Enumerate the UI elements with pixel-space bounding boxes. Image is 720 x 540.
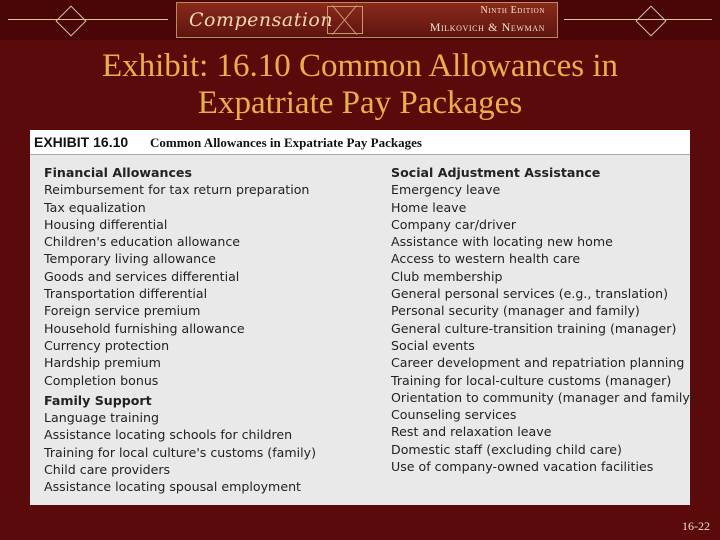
- list-item: Household furnishing allowance: [44, 320, 245, 336]
- list-item: Temporary living allowance: [44, 251, 216, 267]
- edition-label: Ninth Edition: [480, 5, 545, 16]
- exhibit-image: [30, 130, 695, 505]
- slide-title: [20, 48, 700, 122]
- list-item: Children's education allowance: [44, 234, 241, 250]
- list-item: Rest and relaxation leave: [391, 424, 552, 440]
- section-heading: Family Support: [44, 392, 152, 408]
- authors-label: Milkovich & Newman: [429, 20, 545, 34]
- diamond-ornament-icon: [55, 5, 86, 36]
- exhibit-header: [30, 130, 690, 155]
- banner-rule-left: [8, 19, 168, 20]
- list-item: Reimbursement for tax return preparation: [44, 182, 310, 198]
- list-item: Tax equalization: [44, 199, 146, 215]
- list-item: Training for local culture's customs (family): [44, 444, 317, 460]
- section-heading: Financial Allowances: [44, 165, 192, 180]
- list-item: Goods and services differential: [44, 268, 240, 284]
- list-item: Completion bonus: [44, 372, 159, 388]
- list-item: Personal security (manager and family): [391, 303, 640, 319]
- list-item: Transportation differential: [44, 286, 208, 302]
- list-item: Assistance locating schools for children: [44, 427, 293, 443]
- list-item: Career development and repatriation planning: [391, 355, 685, 371]
- list-item: Home leave: [391, 199, 467, 215]
- financial-family-column: [44, 164, 384, 496]
- slide-number: 16-22: [682, 519, 710, 533]
- list-item: Foreign service premium: [44, 303, 201, 319]
- list-item: Assistance locating spousal employment: [44, 479, 301, 495]
- brand-title: Compensation: [189, 9, 334, 31]
- list-item: Use of company-owned vacation facilities: [391, 459, 654, 475]
- crest-icon: [327, 6, 363, 34]
- list-item: Domestic staff (excluding child care): [391, 441, 622, 457]
- social-adjustment-column: [391, 164, 695, 475]
- slide-title-line-1: Exhibit: 16.10 Common Allowances in: [101, 48, 619, 84]
- list-item: General personal services (e.g., translation): [391, 286, 668, 302]
- exhibit-number: EXHIBIT 16.10: [34, 134, 129, 150]
- list-item: Counseling services: [391, 407, 517, 423]
- list-item: Housing differential: [44, 216, 168, 232]
- list-item: Orientation to community (manager and family): [391, 389, 695, 405]
- list-item: Training for local-culture customs (manager): [391, 372, 672, 388]
- exhibit-caption: Common Allowances in Expatriate Pay Packages: [150, 135, 422, 150]
- list-item: General culture-transition training (manager): [391, 320, 677, 336]
- list-item: Social events: [391, 337, 475, 353]
- brand-box: [176, 2, 558, 38]
- header-banner: [0, 0, 720, 40]
- section-heading: Social Adjustment Assistance: [391, 165, 601, 180]
- diamond-ornament-icon: [635, 5, 666, 36]
- list-item: Company car/driver: [391, 216, 517, 232]
- list-item: Currency protection: [44, 337, 170, 353]
- list-item: Access to western health care: [391, 251, 581, 267]
- list-item: Hardship premium: [44, 355, 161, 371]
- list-item: Assistance with locating new home: [391, 234, 613, 250]
- list-item: Club membership: [391, 268, 503, 284]
- list-item: Language training: [44, 410, 159, 426]
- list-item: Emergency leave: [391, 182, 501, 198]
- list-item: Child care providers: [44, 462, 171, 478]
- slide-title-line-2: Expatriate Pay Packages: [197, 85, 523, 121]
